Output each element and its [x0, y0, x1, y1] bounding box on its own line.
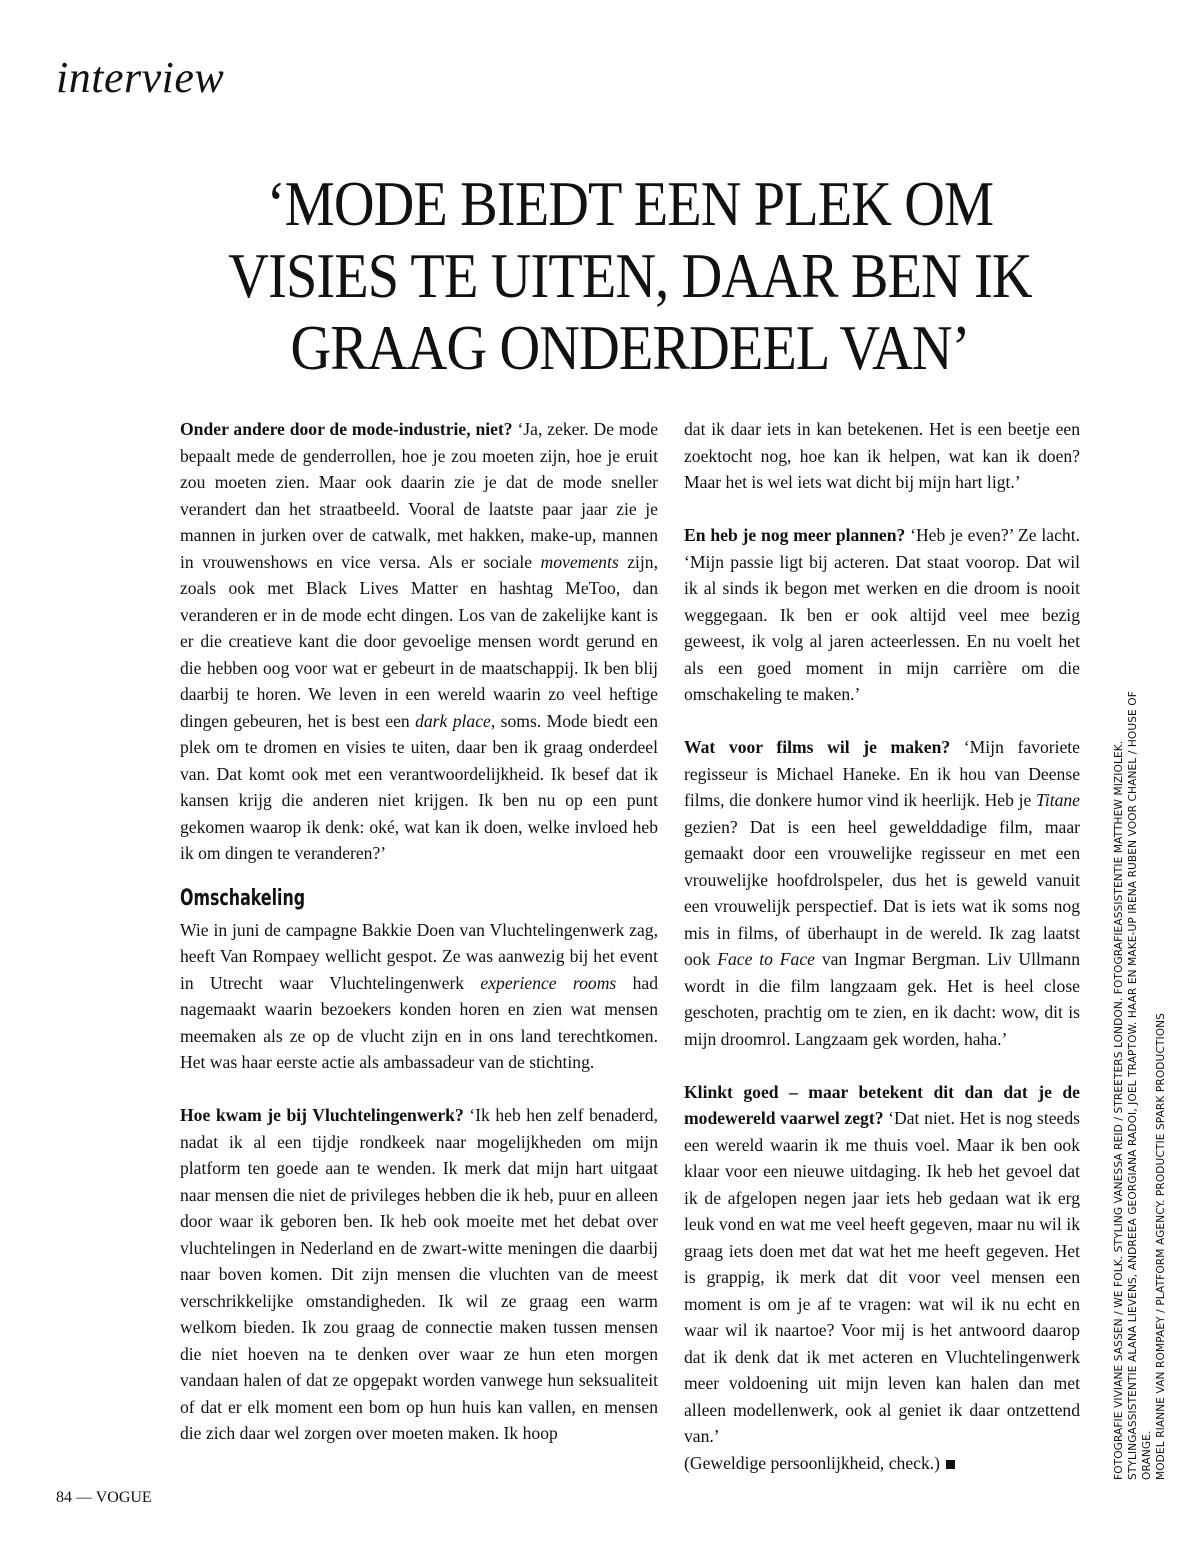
page-folio: 84 — VOGUE [56, 1489, 152, 1506]
question: Wat voor films wil je maken? [684, 737, 951, 757]
italic-term: Face to Face [717, 949, 815, 969]
answer-text: van Ingmar Bergman. Liv Ullmann wordt in die film langzaam gek. Het is heel close geschoten, prachtig om te zien, en ik dacht: wow, dit is mijn droomrol. Langzaam gek worden, haha.’ [684, 949, 1080, 1049]
paragraph-4: dat ik daar iets in kan betekenen. Het is een beetje een zoektocht nog, hoe kan ik helpen, wat kan ik doen? Maar het is wel iets wat dicht bij mijn hart ligt.’ [684, 419, 1080, 492]
closing-line [684, 1450, 1080, 1477]
italic-term: experience rooms [480, 972, 617, 993]
photo-credits [1112, 640, 1168, 1480]
paragraph-1 [180, 416, 658, 867]
body-text: Wie in juni de campagne Bakkie Doen van Vluchtelingenwerk zag, heeft Van Rompaey wellicht gespot. Ze was aanwezig bij het event in Utrecht waar Vluchtelingenwerk [180, 919, 658, 993]
italic-term: movements [540, 551, 619, 572]
italic-term: Titane [1036, 790, 1080, 810]
body-text: had nagemaakt waarin bezoekers konden horen en zien wat mensen meemaken als ze op de vlucht zijn en in ons land terechtkomen. Het was haar eerste actie als ambassadeur van de stichting. [180, 972, 658, 1072]
answer-text: gezien? Dat is een heel gewelddadige film, maar gemaakt door een vrouwelijke regisseur en met een vrouwelijke hoofdrolspeler, dus het is geweld vanuit een vrouwelijk perspectief. Dat is iets wat ik soms nog mis in films, of überhaupt in de wereld. Ik zag laatst ook [684, 816, 1080, 969]
headline: ‘MODE BIEDT EEN PLEK OM VISIES TE UITEN, DAAR BEN IK GRAAG ONDERDEEL VAN’ [228, 168, 1032, 383]
paragraph-7 [684, 1079, 1080, 1450]
paragraph-5 [684, 522, 1080, 708]
answer-text: ‘Dat niet. Het is nog steeds een wereld waarin ik me thuis voel. Maar ik ben ook klaar voor een nieuwe uitdaging. Ik heb het gevoel dat ik de afgelopen negen jaar iets heb gedaan wat ik erg leuk vond en wat me veel heeft gegeven, maar nu wil ik graag iets doen met dat wat het me heeft gegeven. Het is grappig, ik merk dat dit voor veel mensen een moment is om je af te vragen: wat wil ik nu echt en waar wil ik naartoe? Voor mij is het antwoord daarop dat ik denk dat ik met acteren en Vluchtelingenwerk meer voldoening uit mijn leven kan halen dan met alleen modellenwerk, ook al geniet ik daar ontzettend van.’ [684, 1108, 1080, 1446]
question: En heb je nog meer plannen? [684, 525, 906, 545]
answer-text: zijn, zoals ook met Black Lives Matter en hashtag MeToo, dan veranderen er in de mode echt dingen. Los van de zakelijke kant is er die creatieve kant die door gevoelige mensen wordt gerund en die hebben oog voor wat er gebeurt in de maatschappij. Ik ben blij daarbij te horen. We leven in een wereld waarin zo veel heftige dingen gebeuren, het is best een [180, 551, 658, 731]
credit-line-3: MODEL RIANNE VAN ROMPAEY / PLATFORM AGENCY. PRODUCTIE SPARK PRODUCTIONS [1155, 1013, 1167, 1480]
article-column-right [684, 416, 1080, 1476]
credit-line-1: FOTOGRAFIE VIVIANE SASSEN / WE FOLK. STYLING VANESSA REID / STREETERS LONDON. FOTOGRAFIEASSISTENTIE MATTHEW MIZIOLEK. [1113, 740, 1125, 1480]
end-mark-icon [946, 1460, 955, 1469]
answer-text: ‘Heb je even?’ Ze lacht. ‘Mijn passie ligt bij acteren. Dat staat voorop. Dat wil ik al sinds ik begon met werken en die droom is nooit weggegaan. Ik ben er ook altijd veel mee bezig geweest, ik volg al jaren acteerlessen. En nu voelt het als een goed moment in mijn carrière om die omschakeling te maken.’ [684, 525, 1080, 704]
credit-line-2: STYLINGASSISTENTIE ALANA LIEVENS, ANDREEA GEORGIANA RADOI, JOEL TRAPTOW. HAAR EN MAKE-UP IRENA RUBEN VOOR CHANEL / HOUSE OF ORANGE. [1127, 691, 1153, 1480]
answer-text: , soms. Mode biedt een plek om te dromen en visies te uiten, daar ben ik graag onderdeel van. Dat komt ook met een verantwoordelijkheid. Ik besef dat ik kansen krijg die anderen niet krijgen. Ik ben nu op een punt gekomen waarop ik denk: oké, wat kan ik doen, welke invloed heb ik om dingen te veranderen?’ [180, 710, 658, 863]
closing-text: (Geweldige persoonlijkheid, check.) [684, 1452, 940, 1473]
answer-text: ‘Ja, zeker. De mode bepaalt mede de genderrollen, hoe je zou moeten zijn, hoe je eruit zou moeten zien. Maar ook daarin zie je dat de mode sneller verandert dan het straatbeeld. Vooral de laatste paar jaar zie je mannen in jurken over de catwalk, met hakken, make-up, mannen in vrouwenshows en vice versa. Als er sociale [180, 419, 658, 572]
answer-text: ‘Mijn favoriete regisseur is Michael Haneke. En ik hou van Deense films, die donkere humor vind ik heerlijk. Heb je [684, 737, 1080, 810]
section-label: interview [56, 53, 225, 102]
paragraph-2 [180, 917, 658, 1076]
paragraph-6 [684, 734, 1080, 1052]
paragraph-3 [180, 1102, 658, 1447]
subheading: Omschakeling [180, 885, 306, 911]
question: Hoe kwam je bij Vluchtelingenwerk? [180, 1105, 464, 1125]
question: Klinkt goed – maar betekent dit dan dat je de modewereld vaarwel zegt? [684, 1081, 1080, 1128]
italic-term: dark place [415, 710, 491, 731]
answer-text: ‘Ik heb hen zelf benaderd, nadat ik al een tijdje rondkeek naar mogelijkheden om mijn platform ten goede aan te wenden. Ik merk dat mijn hart uitgaat naar mensen die niet de privileges hebben die ik heb, puur en alleen door waar ik geboren ben. Ik heb ook moeite met het debat over vluchtelingen in Nederland en de zwart-witte meningen die daarbij naar boven komen. Dit zijn mensen die vluchten van de meest verschrikkelijke omstandigheden. Ik wil ze graag een warm welkom bieden. Ik zou graag de connectie maken tussen mensen die niet hoeven na te denken over waar ze hun eten morgen vandaan halen of dat ze opgepakt worden vanwege hun seksualiteit of dat er elk moment een bom op hun huis kan vallen, en mensen die zich daar wel zorgen over moeten maken. Ik hoop [180, 1105, 658, 1443]
question: Onder andere door de mode-industrie, niet? [180, 419, 513, 439]
article-column-left [180, 416, 658, 1447]
